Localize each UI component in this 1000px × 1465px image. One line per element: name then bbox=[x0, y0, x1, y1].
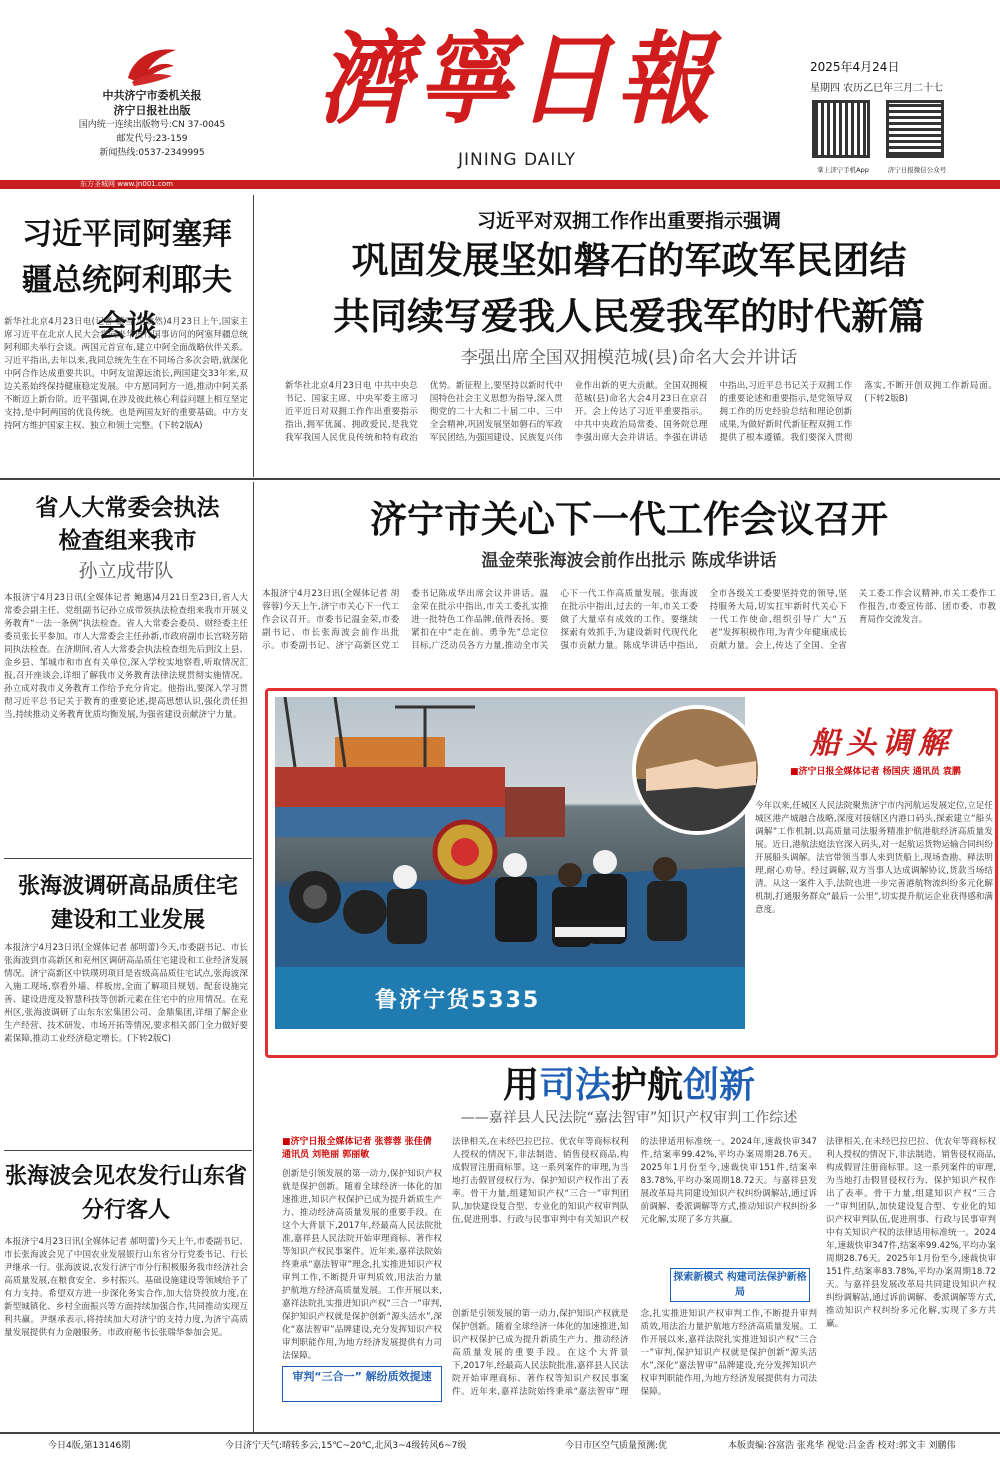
lower-headline-3: 护航 bbox=[611, 1065, 684, 1106]
qr-app-label: 掌上济宁手机App bbox=[817, 166, 869, 174]
feature-body: 今年以来,任城区人民法院聚焦济宁市内河航运发展定位,立足任城区港产城融合战略,深度对接辖区内港口码头,探索建立“船头调解”工作机制,以高质量司法服务精准护航港航经济高质量发展。近日,港航法庭法官深入码头,对一起航运货物运输合同纠纷开展船头调解。法官带领当事人来到货船上,现场查勘、释法明理,耐心劝导。经过调解,双方当事人达成调解协议,货款当场结清。从这一案件入手,法院也进一步完善港航物流纠纷多元化解机制,打通服务群众“最后一公里”,切实提升航运企业获得感和满意度。 bbox=[755, 801, 993, 915]
qr-wechat-label: 济宁日报微信公众号 bbox=[887, 166, 947, 174]
center-headline: 济宁市关心下一代工作会议召开 bbox=[370, 498, 888, 541]
lower-headline-2: 司法 bbox=[538, 1065, 611, 1106]
logo-icon bbox=[122, 40, 182, 88]
lower-body: 创新是引领发展的第一动力,保护知识产权就是保护创新。随着全球经济一体化的加速推进,知识产权保护已成为提升新质生产力、推动经济高质量发展的重要手段。在这个大背景下,2017年,经最高人民法院批准,嘉祥县人民法院开始审理商标、著作权等知识产权民事案件。近年来,嘉祥法院始终秉承“嘉法智审”理念,扎实推进知识产权审判工作,不断提升审判质效,用法治力量护航地方经济高质量发展。工作开展以来,嘉祥法院扎实推进知识产权“三合一”审判,保护知识产权就是保护创新“源头活水”,深化“嘉法智审”品牌建设,充分发挥知识产权审判职能作用,为地方经济发展提供有力司法保障。 bbox=[282, 1169, 442, 1361]
lead-headline-2: 共同续写爱我人民爱我军的时代新篇 bbox=[333, 295, 925, 338]
lead-kicker: 习近平对双拥工作作出重要指示强调 bbox=[476, 210, 781, 232]
footer-air: 今日市区空气质量预测:优 bbox=[565, 1441, 668, 1451]
lead-body: 新华社北京4月23日电 中共中央总书记、国家主席、中央军委主席习近平近日对双拥工作作出重要指示指出,拥军优属、拥政爱民,是我党我军我国人民优良传统和特有政治优势。新征程上,要坚持以新时代中国特色社会主义思想为指导,深入贯彻党的二十大和二十届二中、三中全会精神,巩固发展坚如磐石的军政军民团结,为强国建设、民族复兴伟业作出新的更大贡献。全国双拥模范城(县)命名大会4月23日在京召开。会上传达了习近平重要指示。中共中央政治局常委、国务院总理李强出席大会并讲话。李强在讲话中指出,习近平总书记关于双拥工作的重要论述和重要指示,是党领导双拥工作的历史经验总结和理论创新成果,为做好新时代新征程双拥工作提供了根本遵循。我们要深入贯彻落实,不断开创双拥工作新局面。(下转2版B) bbox=[285, 381, 997, 443]
top-left-body: 新华社北京4月23日电(记者 董雪 冯歆然)4月23日上午,国家主席习近平在北京人民大会堂同来华进行国事访问的阿塞拜疆总统阿利耶夫举行会谈。两国元首宣布,建立中阿全面战略伙伴关系。习近平指出,去年以来,我同总统先生在不同场合多次会晤,就深化中阿合作达成重要共识。中阿友谊源远流长,两国建交33年来,双边关系始终保持健康稳定发展。中方愿同阿方一道,推动中阿关系不断迈上新台阶。近平强调,在涉及彼此核心利益问题上相互坚定支持,是中阿两国的优良传统。也是两国友好的重要基础。中方支持阿方维护国家主权、独立和领土完整。(下转2版A) bbox=[4, 317, 248, 431]
left2-headline: 省人大常委会执法检查组来我市 bbox=[35, 495, 220, 554]
masthead-title bbox=[282, 20, 752, 140]
feature-byline: ■济宁日报全媒体记者 杨国庆 通讯员 袁鹏 bbox=[790, 767, 961, 777]
left4-headline: 张海波会见农发行山东省分行客人 bbox=[4, 1164, 247, 1223]
divider-h1 bbox=[0, 478, 1000, 480]
qr-code-app[interactable] bbox=[812, 100, 870, 158]
left4-body: 本报济宁4月23日讯(全媒体记者 郝明蕾)今天上午,市委副书记、市长张海波会见了中国农业发展银行山东省分行党委书记、行长尹继承一行。张海波说,农发行济宁市分行积极服务我市经济社会高质量发展,在粮食安全、乡村振兴、基础设施建设等领域给予了有力支持。希望双方进一步深化务实合作,加大信贷投放力度,在新型城镇化、乡村全面振兴等方面持续加强合作,共同推动实现互利共赢。尹继承表示,将持续加大对济宁的支持力度,为济宁高质量发展提供有力金融服务。市政府秘书长张瑞华参加会见。 bbox=[4, 1237, 248, 1338]
lower-subhead: ——嘉祥县人民法院“嘉法智审”知识产权审判工作综述 bbox=[460, 1110, 798, 1126]
footer bbox=[0, 1436, 1000, 1456]
divider-h-left3 bbox=[4, 1150, 252, 1151]
qr-code-wechat[interactable] bbox=[886, 100, 944, 158]
lower-byline: ■济宁日报全媒体记者 张蓉蓉 张佳倩 通讯员 刘艳丽 郭丽敏 bbox=[282, 1137, 432, 1160]
ship-name: 鲁济宁货5335 bbox=[375, 988, 541, 1013]
section-box-2-label: 探索新模式 构建司法保护新格局 bbox=[673, 1272, 807, 1298]
left2-body: 本报济宁4月23日讯(全媒体记者 鲍惠)4月21日至23日,省人大常委会副主任、党组副书记孙立成带领执法检查组来我市开展义务教育“一法一条例”执法检查。省人大常委会委员、财经委主任委员张长平参加。市人大常委会主任孙新,市政府副市长宫晓芳陪同执法检查。在济期间,省人大常委会执法检查组先后到汶上县、金乡县、邹城市和市直有关单位,深入学校实地察看,听取情况汇报,召开座谈会,详细了解我市义务教育法律法规贯彻实施情况。孙立成对我市义务教育工作给予充分肯定。他指出,要深入学习贯彻习近平总书记关于教育的重要论述,提高思想认识,强化责任担当,持续推动义务教育优质均衡发展,为强省建设贡献济宁力量。 bbox=[4, 593, 248, 720]
lower-headline-1: 用 bbox=[502, 1065, 539, 1106]
feature-title: 船头调解 bbox=[810, 726, 954, 761]
divider-v1 bbox=[253, 195, 254, 477]
top-left-headline: 习近平同阿塞拜疆总统阿利耶夫会谈 bbox=[22, 217, 232, 344]
left3-body: 本报济宁4月23日讯(全媒体记者 郝明蕾)今天,市委副书记、市长张海波到市高新区和兖州区调研高品质住宅建设和工业经济发展情况。济宁高新区中铁璞玥项目是省级高品质住宅试点,张海波深入施工现场,察看外墙、样板房,全面了解项目规划、配套设施完善、建设进度及智慧科技等创新元素在住宅中的应用情况。在兖州区,张海波调研了山东东宏集团公司、金鼎集团,详细了解企业生产经营、技术研发、市场开拓等情况,要求相关部门全力做好要素保障,推动工业经济稳定增长。(下转2版C) bbox=[4, 943, 248, 1044]
lower-headline-4: 创新 bbox=[683, 1065, 756, 1106]
masthead-title-en: JINING DAILY bbox=[457, 150, 577, 170]
masthead-left bbox=[62, 40, 242, 180]
center-body: 本报济宁4月23日讯(全媒体记者 胡蓉蓉)今天上午,济宁市关心下一代工作会议召开。市委书记温金荣,市委副书记、市长张海波会前作出批示。市委副书记、济宁高新区党工委书记陈成华出席会议并讲话。温金荣在批示中指出,市关工委扎实推进一批特色工作品牌,值得表扬。要紧扣在中“走在前、勇争先”总定位目标,广泛动员各方力量,推动全市关心下一代工作高质量发展。张海波在批示中指出,过去的一年,市关工委做了大量卓有成效的工作。要继续探索有效抓手,为建设新时代现代化强市贡献力量。陈成华讲话中指出,全市各级关工委要坚持党的领导,坚持服务大局,切实扛牢新时代关心下一代工作使命,组织引导广大“五老”发挥积极作用,为青少年健康成长贡献力量。会上,传达了全国、全省关工委工作会议精神,市关工委作工作报告,市委宣传部、团市委、市教育局作交流发言。 bbox=[262, 589, 996, 651]
left3-headline: 张海波调研高品质住宅建设和工业发展 bbox=[17, 874, 238, 933]
center-subhead: 温金荣张海波会前作出批示 陈成华讲话 bbox=[481, 551, 777, 571]
divider-v2 bbox=[253, 482, 254, 1432]
footer-pages: 今日4版,第13146期 bbox=[48, 1441, 131, 1451]
lower-body-4: 法律相关,在未经巴拉巴拉、优农年等商标权利人授权的情况下,非法制造、销售侵权商品,构成假冒注册商标罪。这一系列案件的审理,为当地打击假冒侵权行为、保护知识产权作出了表率。骨干力量,组建知识产权“三合一”审判团队,加快建设复合型、专业化的知识产权审判队伍,促进刑事、行政与民事审判中有关知识产权的法律适用标准统一。2024年,速裁快审347件,结案率99.42%,平均办案周期28.76天。2025年1月份至今,速裁快审151件,结案率83.78%,平均办案周期18.72天。与嘉祥县发展改革局共同建设知识产权纠纷调解站,通过诉前调解、委派调解等方式,推动知识产权纠纷多元化解,实现了多方共赢。 bbox=[826, 1137, 996, 1329]
masthead-hotline: 新闻热线:0537-2349995 bbox=[99, 148, 205, 158]
lead-subhead: 李强出席全国双拥模范城(县)命名大会并讲话 bbox=[460, 348, 798, 368]
masthead-date: 2025年4月24日 bbox=[810, 60, 900, 74]
section-box-1 bbox=[282, 1366, 442, 1402]
masthead-title-cn: 濟寧日報 bbox=[317, 20, 717, 138]
masthead-cn: 国内统一连续出版物号:CN 37-0045 bbox=[78, 120, 226, 130]
masthead-postal: 邮发代号:23-159 bbox=[116, 134, 188, 144]
feature-inset-photo[interactable] bbox=[632, 705, 762, 835]
section-box-2 bbox=[670, 1268, 810, 1302]
section-box-1-label: 审判“三合一” 解纷质效提速 bbox=[292, 1370, 432, 1383]
web-address[interactable]: 东方圣城网 www.jn001.com bbox=[80, 180, 173, 188]
lower-headline bbox=[262, 1064, 996, 1108]
footer-weather: 今日济宁天气:晴转多云,15℃~20℃,北风3~4级转风6~7级 bbox=[225, 1441, 467, 1451]
divider-h-left2 bbox=[4, 858, 252, 859]
left2-subhead: 孙立成带队 bbox=[78, 560, 174, 582]
lower-body-2: 法律相关,在未经巴拉巴拉、优农年等商标权利人授权的情况下,非法制造、销售侵权商品,构成假冒注册商标罪。这一系列案件的审理,为当地打击假冒侵权行为、保护知识产权作出了表率。骨干力量,组建知识产权“三合一”审判团队,加快建设复合型、专业化的知识产权审判队伍,促进刑事、行政与民事审判中有关知识产权的法律适用标准统一。2024年,速裁快审347件,结案率99.42%,平均办案周期28.76天。2025年1月份至今,速裁快审151件,结案率83.78%,平均办案周期18.72天。与嘉祥县发展改革局共同建设知识产权纠纷调解站,通过诉前调解、委派调解等方式,推动知识产权纠纷多元化解,实现了多方共赢。 bbox=[452, 1137, 817, 1225]
footer-rule bbox=[0, 1432, 1000, 1434]
masthead-weekday: 星期四 农历乙巳年三月二十七 bbox=[810, 83, 944, 94]
lead-headline-1: 巩固发展坚如磐石的军政军民团结 bbox=[351, 239, 907, 282]
footer-editors: 本版责编:谷富浩 张兆华 视觉:吕金香 校对:郭文丰 刘鹏伟 bbox=[728, 1441, 956, 1451]
lower-body-3: 创新是引领发展的第一动力,保护知识产权就是保护创新。随着全球经济一体化的加速推进,知识产权保护已成为提升新质生产力、推动经济高质量发展的重要手段。在这个大背景下,2017年,经最高人民法院批准,嘉祥县人民法院开始审理商标、著作权等知识产权民事案件。近年来,嘉祥法院始终秉承“嘉法智审”理念,扎实推进知识产权审判工作,不断提升审判质效,用法治力量护航地方经济高质量发展。工作开展以来,嘉祥法院扎实推进知识产权“三合一”审判,保护知识产权就是保护创新“源头活水”,深化“嘉法智审”品牌建设,充分发挥知识产权审判职能作用,为地方经济发展提供有力司法保障。 bbox=[452, 1309, 817, 1397]
masthead-org: 中共济宁市委机关报 bbox=[102, 89, 202, 102]
masthead-publisher: 济宁日报社出版 bbox=[113, 104, 191, 117]
